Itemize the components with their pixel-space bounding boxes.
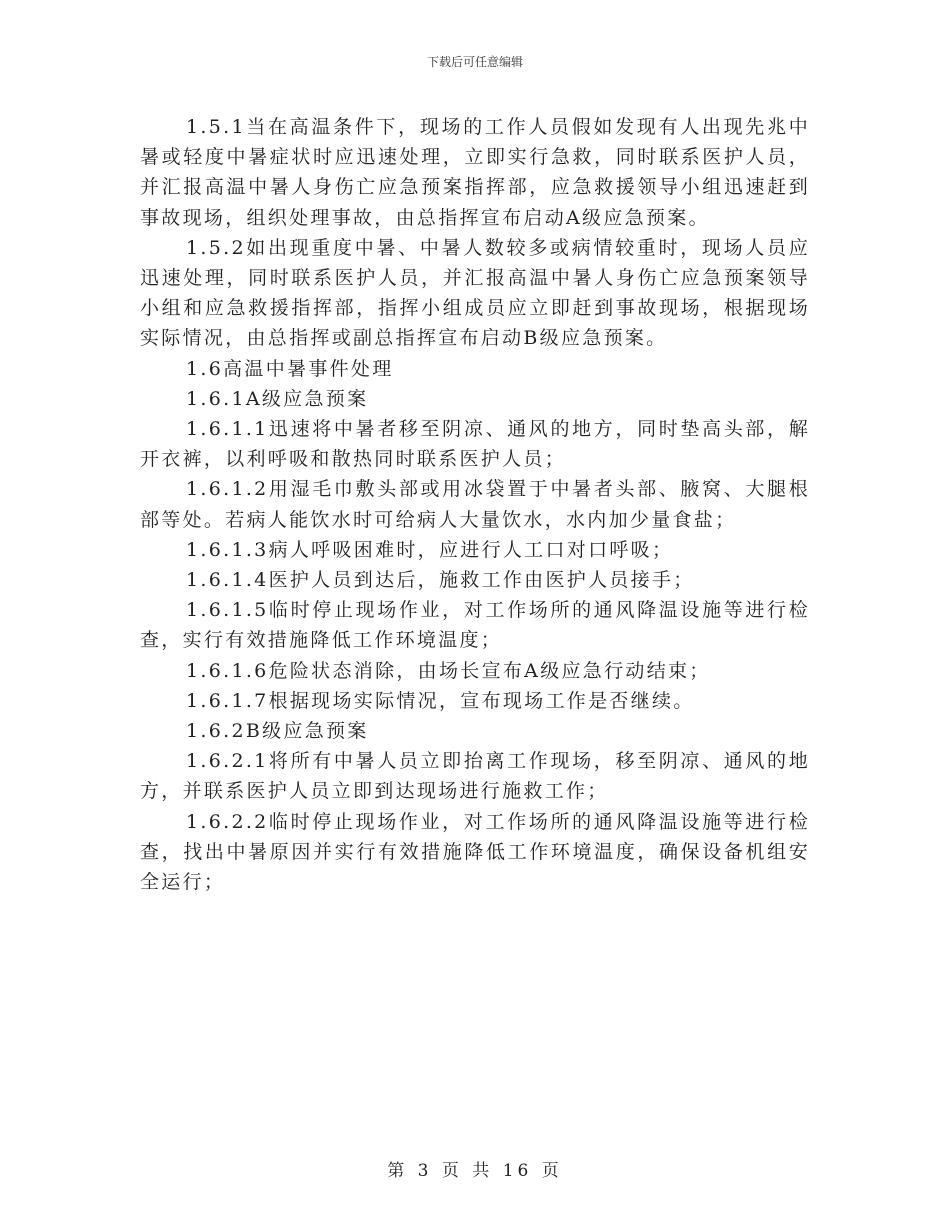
paragraph-1-6-1-6: 1.6.1.6危险状态消除，由场长宣布A级应急行动结束； [186,659,711,682]
section-heading-1-6-1: 1.6.1A级应急预案 [186,387,369,410]
paragraph-1-6-1-1: 1.6.1.1迅速将中暑者移至阴凉、通风的地方，同时垫高头部，解开衣裤，以利呼吸和散热同时联系医护人员； [140,418,810,471]
paragraph-1-6-1-2: 1.6.1.2用湿毛巾敷头部或用冰袋置于中暑者头部、腋窝、大腿根部等处。若病人能饮水时可给病人大量饮水，水内加少量食盐； [140,478,810,531]
paragraph-1-6-1-7: 1.6.1.7根据现场实际情况，宣布现场工作是否继续。 [186,689,695,712]
page-header-note: 下载后可任意编辑 [426,55,523,69]
paragraph-1-6-2-2: 1.6.2.2临时停止现场作业，对工作场所的通风降温设施等进行检查，找出中暑原因并实行有效措施降低工作环境温度，确保设备机组安全运行； [140,810,810,894]
section-heading-1-6: 1.6高温中暑事件处理 [186,357,394,380]
paragraph-1-6-1-5: 1.6.1.5临时停止现场作业，对工作场所的通风降温设施等进行检查，实行有效措施降低工作环境温度； [140,599,810,652]
document-body [140,112,810,897]
paragraph-1-6-1-3: 1.6.1.3病人呼吸困难时，应进行人工口对口呼吸； [186,538,674,561]
page-footer-number: 第 3 页 共 16 页 [387,1161,563,1181]
paragraph-1-5-1: 1.5.1当在高温条件下，现场的工作人员假如发现有人出现先兆中暑或轻度中暑症状时应迅速处理，立即实行急救，同时联系医护人员，并汇报高温中暑人身伤亡应急预案指挥部，应急救援领导小组迅速赶到事故现场，组织处理事故，由总指挥宣布启动A级应急预案。 [140,116,810,229]
section-heading-1-6-2: 1.6.2B级应急预案 [186,720,369,743]
paragraph-1-6-1-4: 1.6.1.4医护人员到达后，施救工作由医护人员接手； [186,569,695,592]
paragraph-1-6-2-1: 1.6.2.1将所有中暑人员立即抬离工作现场，移至阴凉、通风的地方，并联系医护人员立即到达现场进行施救工作； [140,750,810,803]
paragraph-1-5-2: 1.5.2如出现重度中暑、中暑人数较多或病情较重时，现场人员应迅速处理，同时联系医护人员，并汇报高温中暑人身伤亡应急预案领导小组和应急救援指挥部，指挥小组成员应立即赶到事故现场，根据现场实际情况，由总指挥或副总指挥宣布启动B级应急预案。 [140,236,810,350]
